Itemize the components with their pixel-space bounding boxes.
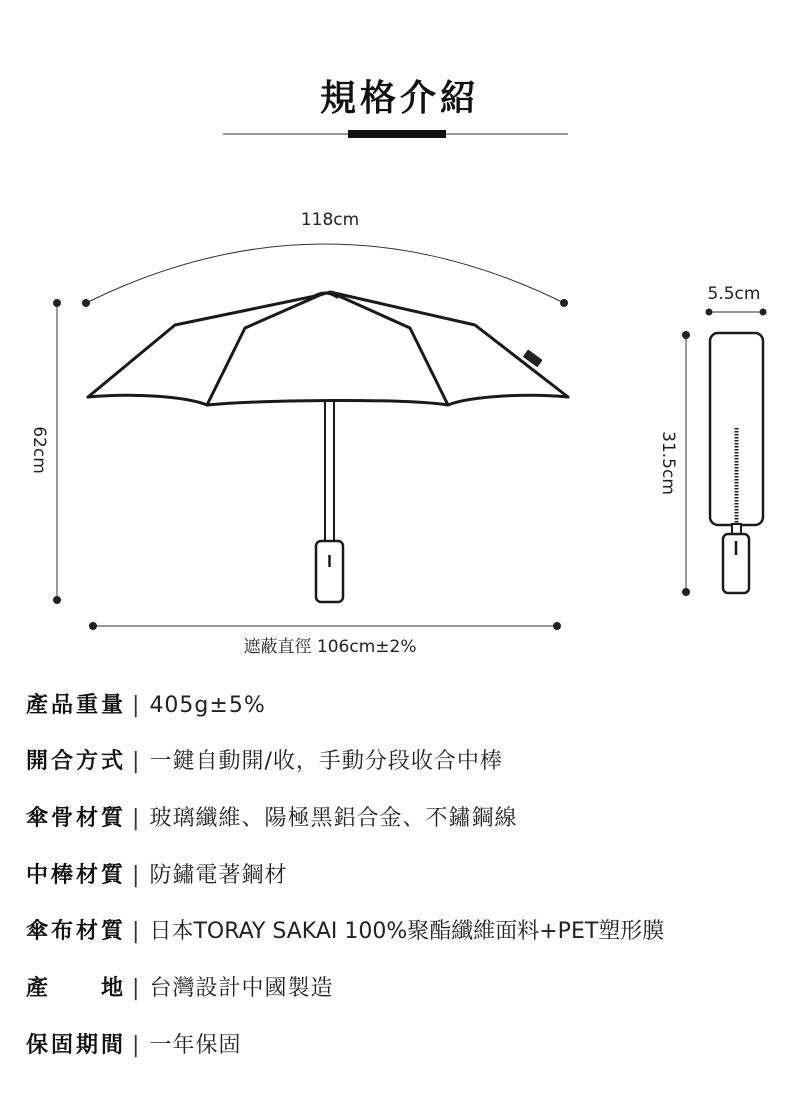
coverage-endpoint-right <box>553 622 561 630</box>
spec-label: 傘布材質 <box>26 919 127 944</box>
umbrella-shaft-icon <box>325 401 334 543</box>
spec-row-weight <box>26 688 266 724</box>
spec-row-fabric <box>26 914 664 950</box>
spec-separator: | <box>132 863 140 888</box>
page-title: 規格介紹 <box>319 78 480 119</box>
spec-value: 405g±5% <box>149 693 266 718</box>
spec-label: 產品重量 <box>26 693 127 718</box>
spec-separator: | <box>132 1033 140 1058</box>
folded-length-label: 31.5cm <box>658 431 678 495</box>
umbrella-canopy-icon <box>88 292 568 405</box>
spec-separator: | <box>132 919 140 944</box>
spec-label: 開合方式 <box>26 749 127 774</box>
umbrella-handle-icon <box>316 541 343 602</box>
height-endpoint-bottom <box>53 596 61 604</box>
spec-separator: | <box>132 749 140 774</box>
spec-row-opening <box>26 744 503 780</box>
spec-label: 保固期間 <box>26 1033 127 1058</box>
spec-value: 防鏽電著鋼材 <box>149 863 288 888</box>
arc-width-endpoint-left <box>82 299 90 307</box>
height-label: 62cm <box>29 426 49 474</box>
spec-row-frame <box>26 801 517 837</box>
folded-length-endpoint-top <box>682 331 690 339</box>
coverage-label: 遮蔽直徑 106cm±2% <box>243 637 417 657</box>
spec-value: 玻璃纖維、陽極黑鋁合金、不鏽鋼線 <box>149 806 518 831</box>
spec-value: 日本TORAY SAKAI 100%聚酯纖維面料+PET塑形膜 <box>149 919 665 944</box>
height-endpoint-top <box>53 299 61 307</box>
spec-label: 中棒材質 <box>26 863 127 888</box>
spec-separator: | <box>132 806 140 831</box>
spec-value: 台灣設計中國製造 <box>149 976 334 1001</box>
spec-row-warranty <box>26 1028 241 1064</box>
spec-row-shaft <box>26 858 287 894</box>
spec-separator: | <box>132 976 140 1001</box>
spec-row-origin <box>26 971 333 1007</box>
arc-width-label: 118cm <box>300 210 360 230</box>
spec-separator: | <box>132 693 140 718</box>
spec-label: 傘骨材質 <box>26 806 127 831</box>
spec-value: 一年保固 <box>149 1033 242 1058</box>
folded-width-label: 5.5cm <box>707 284 761 304</box>
folded-width-endpoint-right <box>760 309 767 316</box>
spec-label: 產 地 <box>26 976 127 1001</box>
coverage-endpoint-left <box>89 622 97 630</box>
folded-width-endpoint-left <box>706 309 713 316</box>
folded-length-endpoint-bottom <box>682 588 690 596</box>
arc-width-endpoint-right <box>560 299 568 307</box>
spec-value: 一鍵自動開/收，手動分段收合中棒 <box>149 749 503 774</box>
